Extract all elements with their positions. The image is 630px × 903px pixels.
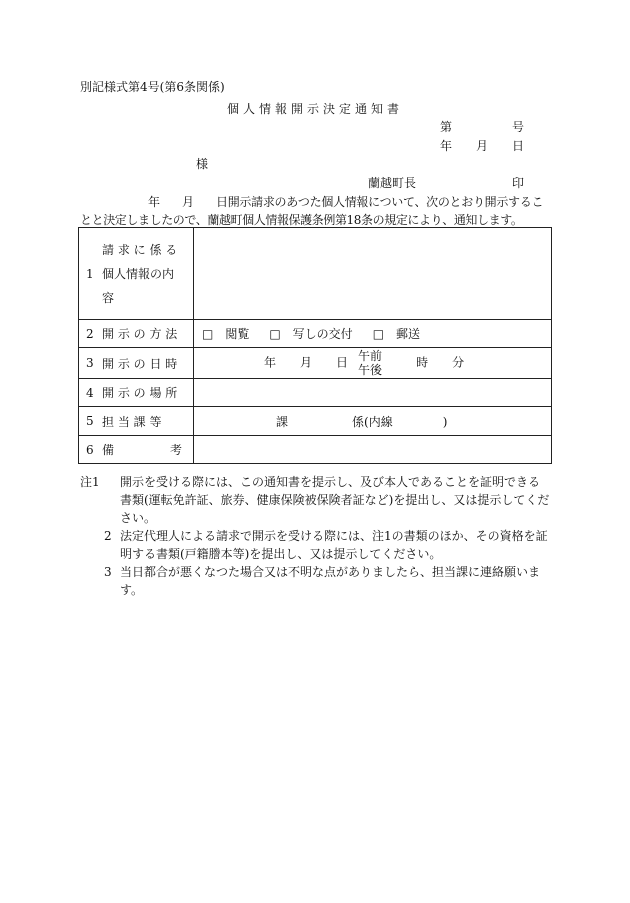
row-label: [79, 407, 194, 436]
dept-kakari: 係(内線: [352, 414, 393, 429]
table-row: [79, 379, 552, 407]
table-row: [79, 228, 552, 320]
intro-month: 月: [182, 195, 195, 209]
row-label: [79, 436, 194, 464]
form-number-label: 別記様式第4号(第6条関係): [80, 80, 225, 94]
date-day-label: 日: [512, 139, 525, 153]
table-row: [79, 348, 552, 379]
row-number: 4: [86, 385, 94, 400]
table-row: [79, 320, 552, 348]
row-number: 1: [86, 266, 94, 281]
remarks-field[interactable]: [194, 436, 552, 464]
row-label: [79, 348, 194, 379]
dt-hour: 時: [416, 355, 429, 370]
intro-line1: 日開示請求のあつた個人情報について、次のとおり開示するこ: [216, 195, 544, 209]
row-number: 6: [86, 442, 94, 457]
remarks-label-a: 備: [102, 443, 115, 457]
note-text: 法定代理人による請求で開示を受ける際には、注1の書類のほか、その資格を証明する書類(戸籍謄本等)を提出し、又は提示してください。: [120, 529, 548, 561]
row-label-text: 開 示 の 方 法: [102, 327, 178, 341]
note-item: [80, 563, 550, 599]
dt-am: 午前: [358, 349, 383, 363]
dt-month: 月: [300, 355, 313, 370]
row-label: [79, 379, 194, 407]
row-label-text: 開 示 の 場 所: [102, 386, 178, 400]
dt-minute: 分: [452, 355, 465, 370]
option-view-checkbox[interactable]: □ 閲覧: [202, 327, 250, 341]
note-item: [80, 473, 550, 527]
date-year-label: 年: [440, 139, 453, 153]
table-row: [79, 407, 552, 436]
row-number: 5: [86, 414, 94, 428]
dept-close: ): [442, 414, 448, 429]
note-prefix: 注1: [80, 475, 100, 489]
row-label-text: 開 示 の 日 時: [102, 356, 178, 371]
row-number: 3: [86, 356, 94, 370]
row-label-line2: 個人情報の内容: [102, 266, 175, 305]
dt-pm: 午後: [358, 363, 383, 377]
row-label-line1: 請 求 に 係 る: [102, 242, 178, 257]
addressee-honorific: 様: [196, 157, 209, 171]
row-label: [79, 228, 194, 320]
option-mail-checkbox[interactable]: □ 郵送: [372, 327, 421, 341]
number-suffix: 号: [512, 120, 525, 134]
row-number: 2: [86, 326, 94, 341]
number-prefix: 第: [440, 120, 453, 134]
table-row: [79, 436, 552, 464]
seal-mark: 印: [512, 176, 525, 190]
row-label: [79, 320, 194, 348]
note-item: [80, 527, 550, 563]
date-month-label: 月: [476, 139, 489, 153]
disclosure-table: [78, 227, 552, 464]
dt-year: 年: [264, 355, 277, 370]
remarks-label-b: 考: [169, 443, 182, 457]
method-field: [194, 320, 552, 348]
datetime-field[interactable]: [194, 348, 552, 379]
issuer-name: 蘭越町長: [368, 176, 417, 190]
note-text: 開示を受ける際には、この通知書を提示し、及び本人であることを証明できる書類(運転免許証、旅券、健康保険被保険者証など)を提出し、又は提示してください。: [120, 475, 550, 525]
intro-text: [80, 193, 550, 229]
page-title: 個人情報開示決定通知書: [226, 102, 403, 116]
dept-ka: 課: [276, 414, 289, 429]
note-prefix: 2: [104, 529, 112, 543]
option-copy-checkbox[interactable]: □ 写しの交付: [269, 327, 353, 341]
dt-day: 日: [336, 355, 349, 370]
info-content-field[interactable]: [194, 228, 552, 320]
note-text: 当日都合が悪くなつた場合又は不明な点がありましたら、担当課に連絡願います。: [120, 565, 541, 597]
department-field[interactable]: [194, 407, 552, 436]
row-label-text: 担 当 課 等: [102, 414, 162, 429]
notes-section: [80, 473, 550, 599]
intro-year: 年: [148, 195, 161, 209]
place-field[interactable]: [194, 379, 552, 407]
note-prefix: 3: [104, 565, 112, 579]
intro-line2: とと決定しましたので、蘭越町個人情報保護条例第18条の規定により、通知します。: [80, 213, 523, 227]
